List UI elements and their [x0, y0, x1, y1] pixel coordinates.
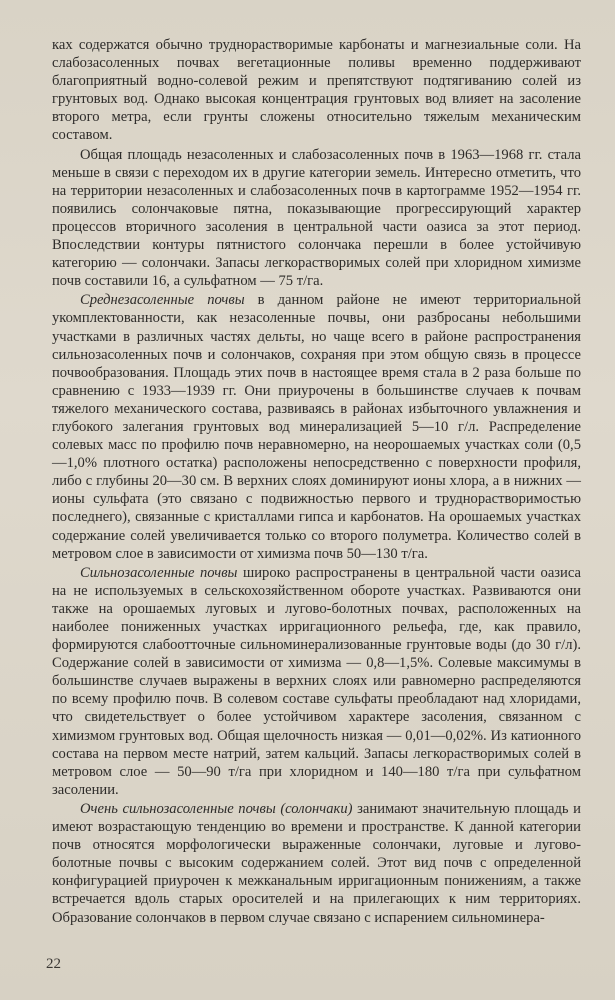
- paragraph-continued: [52, 36, 581, 145]
- paragraph-lead-term: Среднезасоленные почвы: [80, 292, 245, 309]
- paragraph-solonchaks: [52, 800, 581, 927]
- paragraph-strong-saline-soils: [52, 564, 581, 799]
- paragraph-text: Общая площадь незасоленных и слабозасоленных почв в 1963—1968 гг. стала меньше в связи с переходом их в другие категории земель. Интересно отметить, что на территории незасоленных и слабозасоленных почв в картограмме 1952—1954 гг. появились солончаковые пятна, показывающие прогрессирующий характер процессов вторичного засоления в центральной части оазиса за этот период. Впоследствии контуры пятнистого солончака перешли в более устойчивую категорию — солончаки. Запасы легкорастворимых солей при хлоридном химизме почв составили 16, а сульфатном — 75 т/га.: [52, 146, 581, 290]
- paragraph-lead-term: Сильнозасоленные почвы: [80, 564, 238, 581]
- paragraph-lead-term: Очень сильнозасоленные почвы (солончаки): [80, 800, 353, 817]
- paragraph-text: занимают значительную площадь и имеют возрастающую тенденцию во времени и пространстве. К данной категории почв относятся морфологически выраженные солончаки, луговые и лугово-болотные почвы с высоким содержанием солей. Этот вид почв с определенной конфигурацией приурочен к межканальным ирригационным понижениям, а также встречается вдоль старых оросителей и на прилегающих к ним территориях. Образование солончаков в первом случае связано с испарением сильноминера-: [52, 800, 581, 926]
- paragraph-text: в данном районе не имеют территориальной укомплектованности, как незасоленные почвы, они разбросаны небольшими участками в различных частях дельты, но чаще всего в районе распространения сильнозасоленных почв и солончаков, сохраняя при этом общую связь в процессе почвообразования. Площадь этих почв в настоящее время стала в 2 раза больше по сравнению с 1933—1939 гг. Они приурочены в большинстве случаев к почвам тяжелого механического состава, развиваясь в районах избыточного увлажнения и глубокого залегания грунтовых вод минерализацией 5—10 г/л. Распределение солевых масс по профилю почв неравномерно, на неорошаемых участках соли (0,5—1,0% плотного остатка) расположены непосредственно с поверхности профиля, либо с глубины 20—30 см. В верхних слоях доминируют ионы хлора, а в нижних — ионы сульфата (это связано с подвижностью первого и труднорастворимостью последнего), связанные с кристаллами гипса и карбонатов. На орошаемых участках содержание солей увеличивается только со второго полуметра. Количество солей в метровом слое в зависимости от химизма почв 50—130 т/га.: [52, 292, 581, 562]
- paragraph-total-area: [52, 146, 581, 291]
- paragraph-medium-saline-soils: [52, 291, 581, 562]
- paragraph-text: ках содержатся обычно труднорастворимые карбонаты и магнезиальные соли. На слабозасоленных почвах вегетационные поливы временно поддерживают благоприятный водно-солевой режим и препятствуют подтягиванию солей из грунтовых вод. Однако высокая концентрация грунтовых вод влияет на засоление второго метра, если грунты сложены относительно тяжелым механическим составом.: [52, 37, 581, 144]
- page-number: 22: [46, 956, 61, 972]
- paragraph-text: широко распространены в центральной части оазиса на не используемых в сельскохозяйственном обороте участках. Развиваются они также на орошаемых луговых и лугово-болотных почвах, расположенных на наиболее пониженных участках ирригационного рельефа, где, как правило, формируются слабоотточные сильноминерализованные грунтовые воды (до 30 г/л). Содержание солей в зависимости от химизма — 0,8—1,5%. Солевые максимумы в большинстве случаев выражены в верхних слоях или равномерно распределяются по всему профилю почв. В солевом составе сульфаты преобладают над хлоридами, что свидетельствует о более устойчивом характере засоления, связанном с химизмом грунтовых вод. Общая щелочность низкая — 0,01—0,02%. Из катионного состава на первом месте натрий, затем кальций. Запасы легкорастворимых солей в метровом слое — 50—90 т/га при хлоридном и 140—180 т/га при сульфатном засолении.: [52, 564, 582, 798]
